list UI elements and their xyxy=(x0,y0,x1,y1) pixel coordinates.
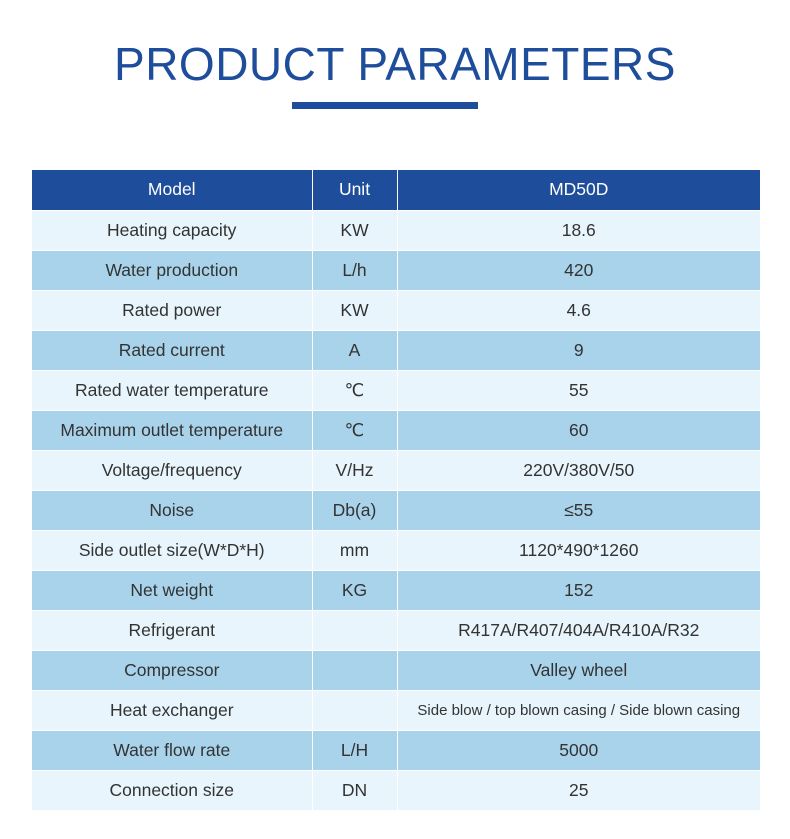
param-value: 420 xyxy=(397,250,760,290)
table-row xyxy=(32,210,760,250)
table-row xyxy=(32,570,760,610)
table-row xyxy=(32,730,760,770)
param-value: 25 xyxy=(397,770,760,810)
parameters-table xyxy=(32,170,760,810)
table-row xyxy=(32,610,760,650)
param-name: Maximum outlet temperature xyxy=(32,410,312,450)
param-unit: V/Hz xyxy=(312,450,397,490)
param-unit: KW xyxy=(312,210,397,250)
header-unit: Unit xyxy=(312,170,397,210)
param-unit: KG xyxy=(312,570,397,610)
table-row xyxy=(32,530,760,570)
param-value: 5000 xyxy=(397,730,760,770)
param-name: Rated water temperature xyxy=(32,370,312,410)
param-unit: A xyxy=(312,330,397,370)
param-unit: Db(a) xyxy=(312,490,397,530)
table-row xyxy=(32,770,760,810)
param-name: Water production xyxy=(32,250,312,290)
header-model: Model xyxy=(32,170,312,210)
page-title: PRODUCT PARAMETERS xyxy=(114,38,676,90)
param-unit: L/H xyxy=(312,730,397,770)
param-name: Compressor xyxy=(32,650,312,690)
table-row xyxy=(32,490,760,530)
param-unit: KW xyxy=(312,290,397,330)
param-value: 152 xyxy=(397,570,760,610)
param-value: ≤55 xyxy=(397,490,760,530)
table-header-row xyxy=(32,170,760,210)
param-unit: L/h xyxy=(312,250,397,290)
param-value: 60 xyxy=(397,410,760,450)
table-row xyxy=(32,370,760,410)
param-unit xyxy=(312,650,397,690)
param-name: Noise xyxy=(32,490,312,530)
table-row xyxy=(32,650,760,690)
param-unit xyxy=(312,610,397,650)
param-value: 18.6 xyxy=(397,210,760,250)
table-row xyxy=(32,290,760,330)
param-value: 220V/380V/50 xyxy=(397,450,760,490)
param-value: 4.6 xyxy=(397,290,760,330)
param-unit xyxy=(312,690,397,730)
param-name: Side outlet size(W*D*H) xyxy=(32,530,312,570)
param-name: Voltage/frequency xyxy=(32,450,312,490)
param-name: Rated power xyxy=(32,290,312,330)
param-unit: mm xyxy=(312,530,397,570)
table-row xyxy=(32,690,760,730)
param-value: 1120*490*1260 xyxy=(397,530,760,570)
param-name: Net weight xyxy=(32,570,312,610)
table-row xyxy=(32,450,760,490)
param-unit: ℃ xyxy=(312,410,397,450)
title-underline xyxy=(292,102,478,109)
table-row xyxy=(32,330,760,370)
param-unit: DN xyxy=(312,770,397,810)
param-value: Side blow / top blown casing / Side blown casing xyxy=(397,690,760,730)
param-value: R417A/R407/404A/R410A/R32 xyxy=(397,610,760,650)
param-unit: ℃ xyxy=(312,370,397,410)
header-model-value: MD50D xyxy=(397,170,760,210)
param-name: Water flow rate xyxy=(32,730,312,770)
param-name: Rated current xyxy=(32,330,312,370)
param-value: 9 xyxy=(397,330,760,370)
table-row xyxy=(32,410,760,450)
param-value: 55 xyxy=(397,370,760,410)
param-name: Connection size xyxy=(32,770,312,810)
param-value: Valley wheel xyxy=(397,650,760,690)
table-row xyxy=(32,250,760,290)
param-name: Refrigerant xyxy=(32,610,312,650)
param-name: Heat exchanger xyxy=(32,690,312,730)
param-name: Heating capacity xyxy=(32,210,312,250)
